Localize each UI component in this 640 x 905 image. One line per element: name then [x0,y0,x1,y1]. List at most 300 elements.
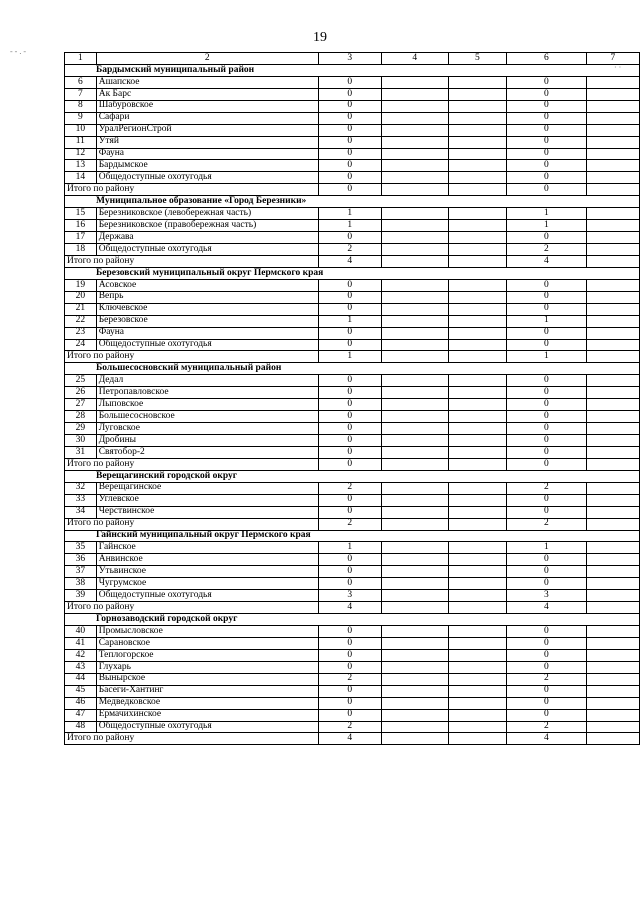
value-cell: 0 [506,76,586,88]
table-row [65,637,640,649]
table-row [65,446,640,458]
row-number: 32 [65,482,97,494]
hunting-ground-name: Вынырское [96,673,318,685]
row-number: 40 [65,626,97,638]
table-row [65,506,640,518]
value-cell: 0 [318,387,381,399]
hunting-ground-name: Сафари [96,112,318,124]
column-header: 6 [506,53,586,65]
value-cell [586,76,639,88]
value-cell [586,637,639,649]
hunting-ground-name: Большесосновское [96,411,318,423]
value-cell [448,88,506,100]
value-cell: 0 [506,375,586,387]
value-cell: 0 [506,148,586,160]
value-cell [586,112,639,124]
value-cell [448,590,506,602]
row-number: 6 [65,76,97,88]
total-value [586,458,639,470]
row-number: 17 [65,232,97,244]
hunting-ground-name: Гайнское [96,542,318,554]
row-number: 28 [65,411,97,423]
value-cell: 0 [318,76,381,88]
value-cell: 0 [318,303,381,315]
column-header: 2 [96,53,318,65]
value-cell: 0 [318,291,381,303]
value-cell [448,435,506,447]
value-cell [448,327,506,339]
hunting-ground-name: Березниковское (правобережная часть) [96,220,318,232]
hunting-ground-name: Ак Барс [96,88,318,100]
value-cell: 1 [506,542,586,554]
value-cell: 0 [318,697,381,709]
table-row [65,136,640,148]
value-cell [381,542,448,554]
row-number: 12 [65,148,97,160]
table-row [65,685,640,697]
hunting-ground-name: Углевское [96,494,318,506]
total-value [448,351,506,363]
value-cell [586,446,639,458]
value-cell [448,291,506,303]
value-cell [381,411,448,423]
row-number: 30 [65,435,97,447]
value-cell [586,327,639,339]
row-number: 25 [65,375,97,387]
value-cell [586,721,639,733]
value-cell: 3 [318,590,381,602]
total-row [65,184,640,196]
row-number: 34 [65,506,97,518]
value-cell: 0 [318,100,381,112]
value-cell [448,506,506,518]
value-cell [448,387,506,399]
row-number: 31 [65,446,97,458]
table-row [65,399,640,411]
row-number: 8 [65,100,97,112]
section-row [65,614,640,626]
value-cell [586,208,639,220]
value-cell: 2 [506,673,586,685]
value-cell [448,220,506,232]
value-cell: 0 [506,160,586,172]
value-cell: 0 [506,566,586,578]
row-number: 45 [65,685,97,697]
value-cell [586,709,639,721]
value-cell: 0 [318,279,381,291]
value-cell [381,697,448,709]
value-cell: 0 [506,411,586,423]
table-row [65,232,640,244]
total-row [65,733,640,745]
value-cell [448,112,506,124]
value-cell: 0 [506,661,586,673]
value-cell: 1 [318,220,381,232]
value-cell [381,244,448,256]
value-cell [586,339,639,351]
value-cell [381,112,448,124]
total-value [381,602,448,614]
value-cell: 0 [318,626,381,638]
total-value: 4 [318,733,381,745]
hunting-ground-name: Верещагинское [96,482,318,494]
table-row [65,626,640,638]
row-number: 37 [65,566,97,578]
hunting-ground-name: Ключевское [96,303,318,315]
table-row [65,124,640,136]
value-cell: 0 [506,112,586,124]
table-row [65,578,640,590]
value-cell [586,291,639,303]
value-cell: 2 [506,244,586,256]
hunting-ground-name: Общедоступные охотугодья [96,721,318,733]
total-value [586,255,639,267]
table-row [65,387,640,399]
value-cell: 1 [318,208,381,220]
value-cell: 0 [506,232,586,244]
table-row [65,494,640,506]
column-header-row [65,53,640,65]
row-number: 9 [65,112,97,124]
total-value [448,458,506,470]
hunting-ground-name: УралРегионСтрой [96,124,318,136]
value-cell [381,566,448,578]
value-cell: 0 [506,136,586,148]
hunting-ground-name: Анвинское [96,554,318,566]
total-row [65,602,640,614]
value-cell [448,697,506,709]
table-row [65,411,640,423]
table-row [65,709,640,721]
value-cell: 0 [318,148,381,160]
value-cell [448,661,506,673]
total-label: Итого по району [65,518,319,530]
value-cell [586,220,639,232]
value-cell [448,482,506,494]
value-cell [586,566,639,578]
total-value: 1 [506,351,586,363]
value-cell: 0 [318,124,381,136]
total-value [448,733,506,745]
row-number: 38 [65,578,97,590]
total-value: 4 [318,602,381,614]
value-cell: 0 [318,661,381,673]
value-cell: 2 [506,721,586,733]
table-row [65,112,640,124]
value-cell: 0 [506,637,586,649]
value-cell [448,423,506,435]
section-row [65,470,640,482]
value-cell [586,494,639,506]
value-cell: 0 [318,709,381,721]
value-cell [381,673,448,685]
value-cell [448,244,506,256]
page-number: 19 [313,30,327,45]
value-cell: 0 [506,506,586,518]
hunting-ground-name: Петропавловское [96,387,318,399]
value-cell: 0 [318,506,381,518]
table-row [65,100,640,112]
value-cell [381,232,448,244]
total-value [586,351,639,363]
section-title: Верещагинский городской округ [65,470,640,482]
table-row [65,697,640,709]
value-cell [448,578,506,590]
total-label: Итого по району [65,733,319,745]
table-row [65,244,640,256]
hunting-ground-name: Фауна [96,148,318,160]
hunting-ground-name: Черствинское [96,506,318,518]
value-cell: 0 [506,291,586,303]
value-cell [586,435,639,447]
value-cell [448,649,506,661]
value-cell [586,375,639,387]
table-row [65,172,640,184]
section-title: Горнозаводский городской округ [65,614,640,626]
total-value [381,518,448,530]
value-cell [586,649,639,661]
section-row [65,267,640,279]
value-cell [381,494,448,506]
value-cell [448,411,506,423]
hunting-ground-name: Фауна [96,327,318,339]
hunting-ground-name: Промысловское [96,626,318,638]
table-row [65,661,640,673]
value-cell [448,160,506,172]
row-number: 11 [65,136,97,148]
row-number: 42 [65,649,97,661]
value-cell [381,327,448,339]
value-cell: 0 [506,697,586,709]
value-cell [586,136,639,148]
table-row [65,566,640,578]
column-header: 3 [318,53,381,65]
total-value [381,184,448,196]
value-cell [448,673,506,685]
value-cell [586,578,639,590]
value-cell: 0 [506,649,586,661]
total-row [65,255,640,267]
value-cell: 0 [318,435,381,447]
hunting-ground-name: Луговское [96,423,318,435]
value-cell [381,375,448,387]
value-cell [448,626,506,638]
row-number: 35 [65,542,97,554]
hunting-ground-name: Утяй [96,136,318,148]
table-row [65,482,640,494]
column-header: 4 [381,53,448,65]
hunting-ground-name: Ашапское [96,76,318,88]
value-cell [448,148,506,160]
row-number: 23 [65,327,97,339]
value-cell: 0 [506,446,586,458]
row-number: 36 [65,554,97,566]
total-row [65,458,640,470]
value-cell [448,542,506,554]
table-row [65,160,640,172]
value-cell: 0 [318,399,381,411]
value-cell [381,136,448,148]
row-number: 43 [65,661,97,673]
table-row [65,590,640,602]
total-value [381,458,448,470]
total-value: 0 [506,184,586,196]
total-value [381,351,448,363]
hunting-ground-name: Шабуровское [96,100,318,112]
table-row [65,375,640,387]
row-number: 18 [65,244,97,256]
value-cell: 0 [318,637,381,649]
hunting-ground-name: Ермачихинское [96,709,318,721]
total-value: 4 [506,602,586,614]
value-cell [381,303,448,315]
total-value [586,184,639,196]
value-cell [586,172,639,184]
value-cell [381,100,448,112]
hunting-ground-name: Общедоступные охотугодья [96,244,318,256]
value-cell [381,124,448,136]
hunting-ground-name: Теплогорское [96,649,318,661]
value-cell [586,626,639,638]
value-cell: 2 [318,673,381,685]
table-row [65,291,640,303]
total-value [448,602,506,614]
table-row [65,88,640,100]
value-cell [381,76,448,88]
value-cell [381,279,448,291]
hunting-ground-name: Березовское [96,315,318,327]
hunting-ground-name: Басеги-Хантинг [96,685,318,697]
value-cell [448,399,506,411]
value-cell: 0 [506,399,586,411]
total-label: Итого по району [65,351,319,363]
total-value: 4 [506,255,586,267]
total-value: 0 [318,184,381,196]
row-number: 41 [65,637,97,649]
hunting-ground-name: Чугрумское [96,578,318,590]
total-value: 1 [318,351,381,363]
total-value: 4 [506,733,586,745]
value-cell [381,148,448,160]
total-value: 0 [506,458,586,470]
table-row [65,220,640,232]
value-cell [586,697,639,709]
hunting-ground-name: Асовское [96,279,318,291]
section-title: Муниципальное образование «Город Березники» [65,196,640,208]
row-number: 48 [65,721,97,733]
total-value [586,518,639,530]
table-row [65,721,640,733]
value-cell [586,100,639,112]
hunting-ground-name: Общедоступные охотугодья [96,172,318,184]
value-cell: 0 [318,554,381,566]
value-cell: 0 [318,578,381,590]
value-cell: 0 [506,387,586,399]
value-cell [381,387,448,399]
value-cell [586,673,639,685]
table-row [65,279,640,291]
value-cell [586,423,639,435]
value-cell: 0 [506,279,586,291]
hunting-ground-name: Утьвинское [96,566,318,578]
total-value [381,733,448,745]
hunting-ground-name: Медведковское [96,697,318,709]
row-number: 44 [65,673,97,685]
section-row [65,64,640,76]
value-cell [381,172,448,184]
row-number: 15 [65,208,97,220]
value-cell [448,446,506,458]
value-cell [586,148,639,160]
row-number: 13 [65,160,97,172]
value-cell [448,76,506,88]
hunting-grounds-table [64,52,640,745]
value-cell [381,721,448,733]
value-cell [586,399,639,411]
value-cell [448,637,506,649]
section-row [65,363,640,375]
row-number: 10 [65,124,97,136]
value-cell: 0 [506,303,586,315]
value-cell: 2 [318,721,381,733]
value-cell: 1 [318,315,381,327]
hunting-ground-name: Бардымское [96,160,318,172]
value-cell: 3 [506,590,586,602]
value-cell: 0 [318,327,381,339]
value-cell [381,339,448,351]
total-value: 2 [506,518,586,530]
section-title: Березовский муниципальный округ Пермского края [65,267,640,279]
value-cell: 0 [506,327,586,339]
hunting-ground-name: Святобор-2 [96,446,318,458]
value-cell [381,208,448,220]
value-cell: 1 [506,220,586,232]
total-row [65,518,640,530]
total-value: 0 [318,458,381,470]
section-title: Большесосновский муниципальный район [65,363,640,375]
table-row [65,303,640,315]
value-cell: 0 [318,172,381,184]
value-cell [448,208,506,220]
total-label: Итого по району [65,458,319,470]
value-cell: 0 [506,626,586,638]
value-cell [586,279,639,291]
value-cell [586,661,639,673]
value-cell: 1 [318,542,381,554]
row-number: 39 [65,590,97,602]
value-cell: 0 [506,172,586,184]
value-cell: 0 [318,160,381,172]
value-cell [381,435,448,447]
table-row [65,423,640,435]
value-cell [381,685,448,697]
total-value: 4 [318,255,381,267]
value-cell: 0 [318,375,381,387]
column-header: 7 [586,53,639,65]
total-value [448,255,506,267]
value-cell [381,626,448,638]
value-cell [586,506,639,518]
table-row [65,148,640,160]
value-cell [448,279,506,291]
value-cell: 1 [506,315,586,327]
value-cell [586,411,639,423]
value-cell [381,423,448,435]
row-number: 46 [65,697,97,709]
value-cell [586,590,639,602]
section-title: Гайнский муниципальный округ Пермского края [65,530,640,542]
table-row [65,208,640,220]
